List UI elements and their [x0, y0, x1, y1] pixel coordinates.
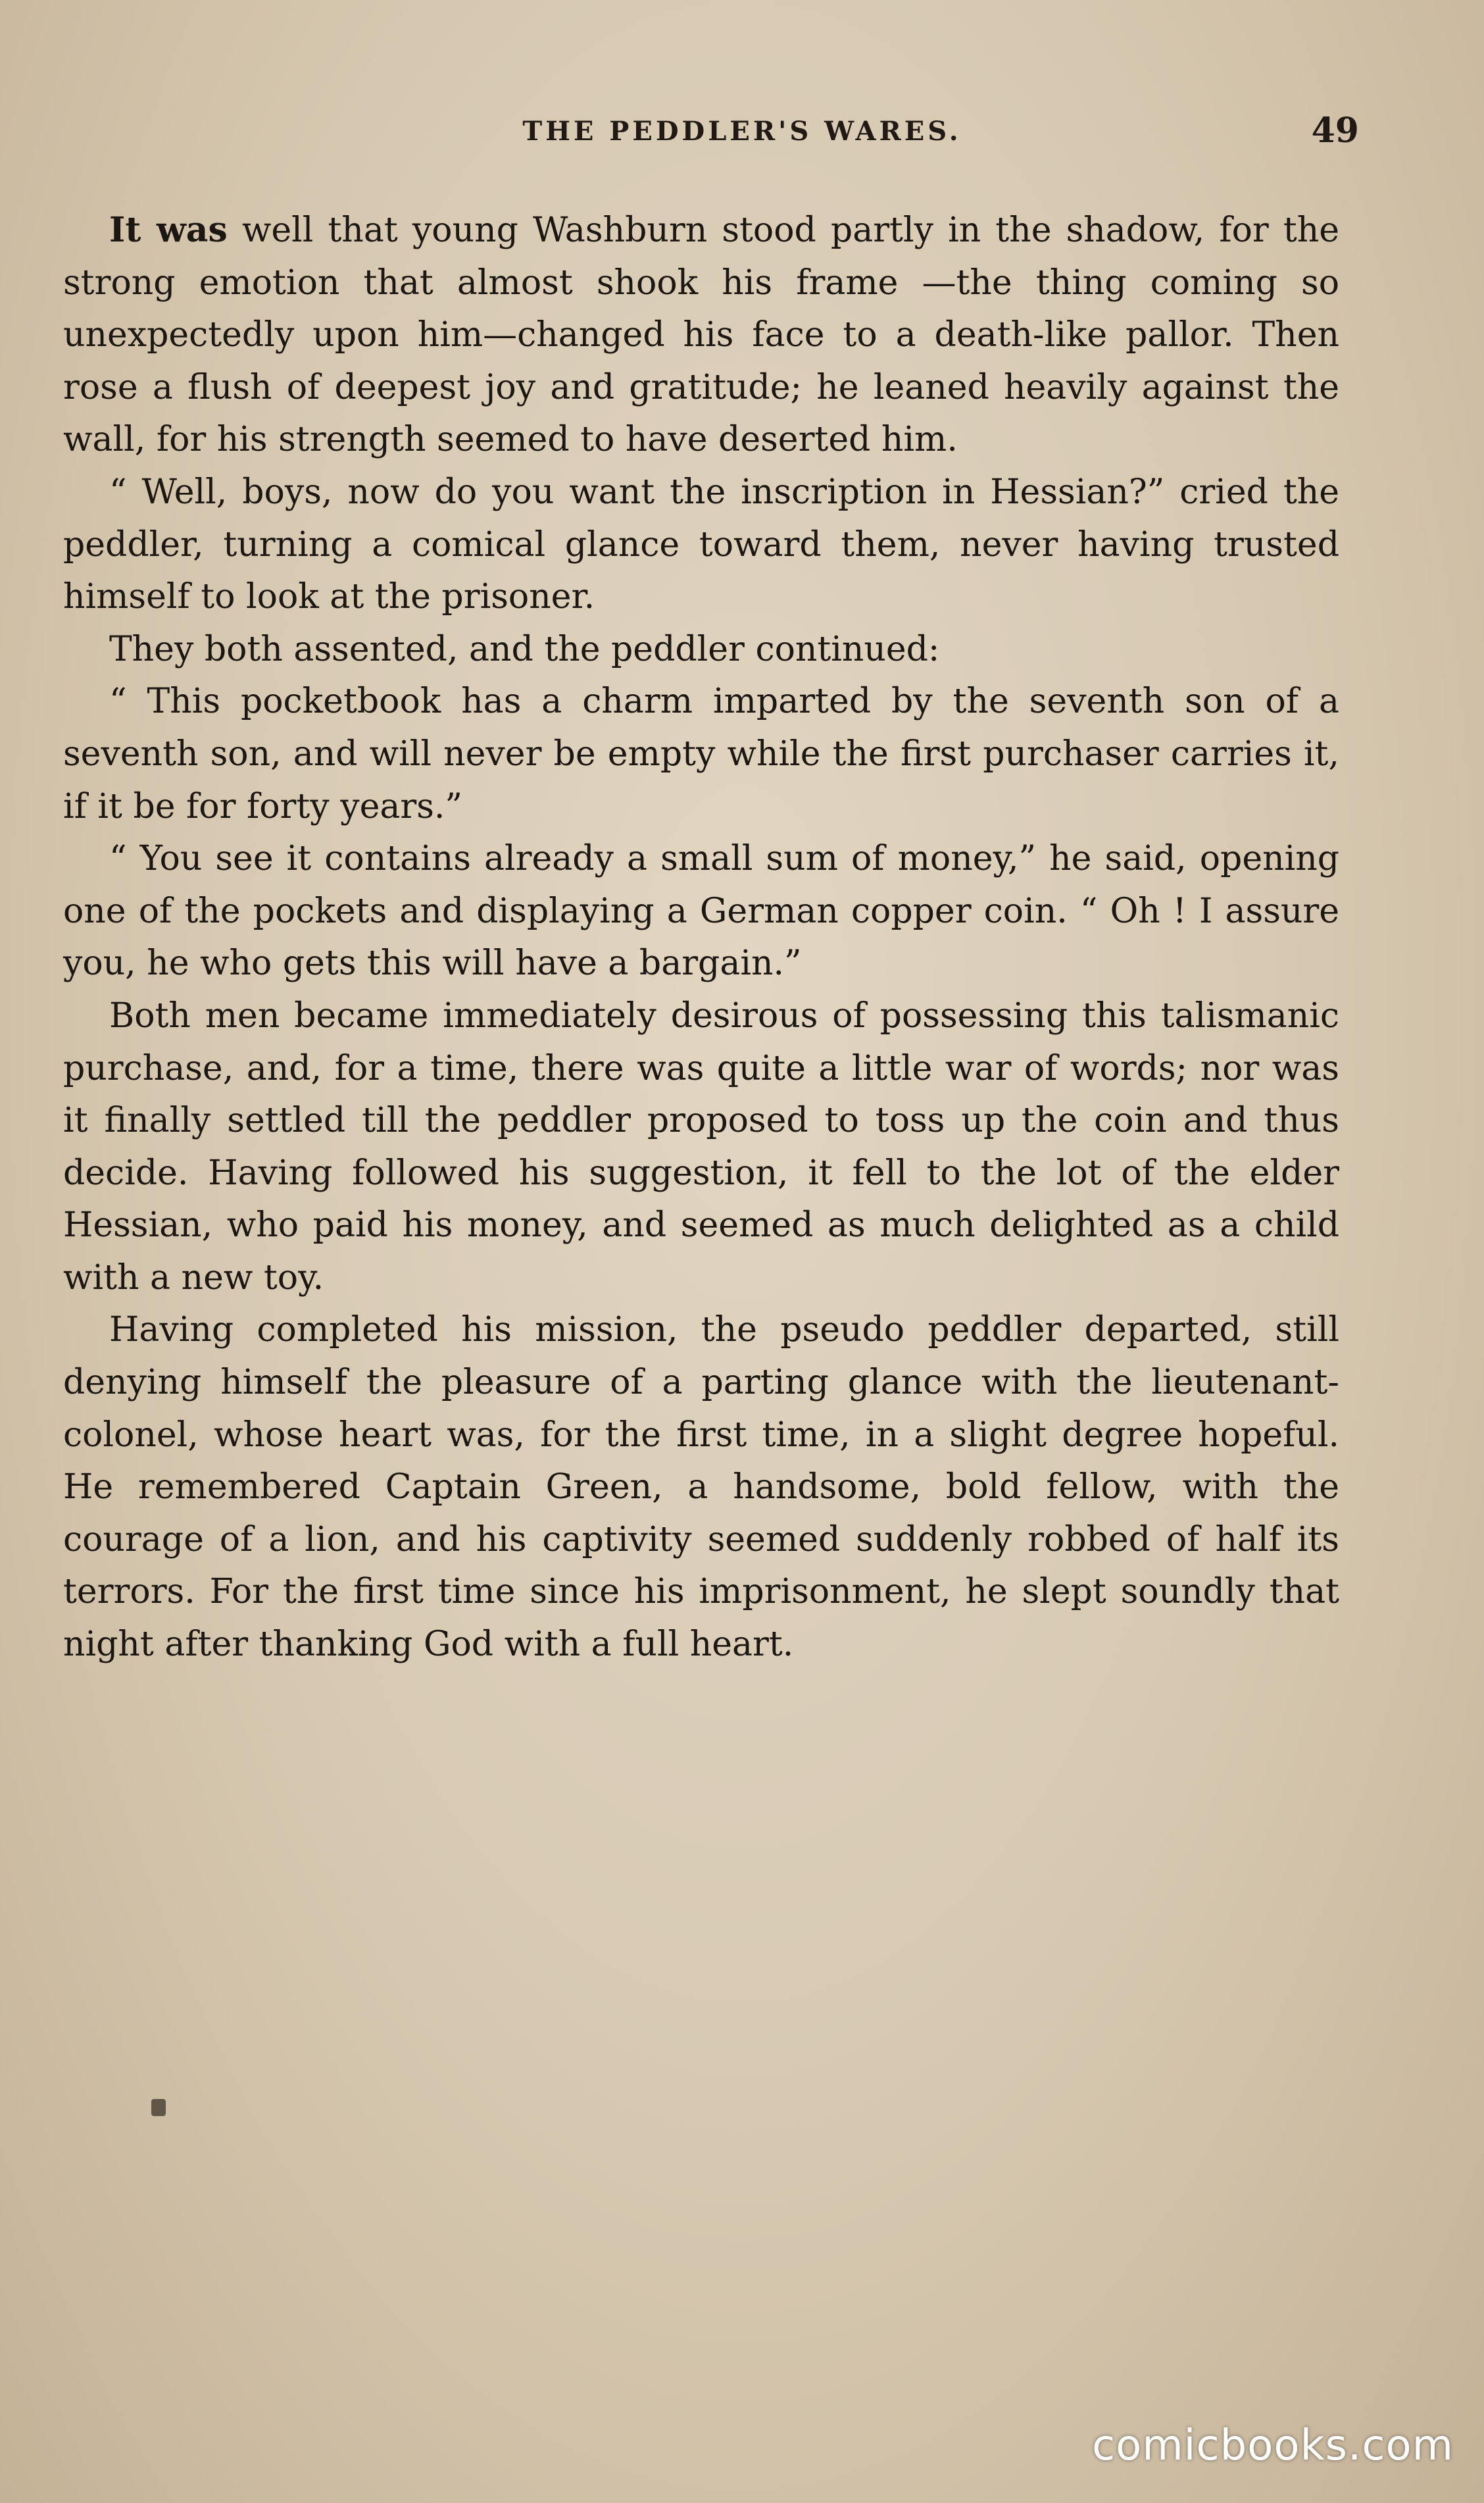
- paragraph-3: They both assented, and the peddler continued:: [109, 629, 940, 669]
- paragraph-4: “ This pocketbook has a charm imparted by the seventh son of a seventh son, and will never be empty while the first purchaser carries it, if it be for forty years.”: [63, 682, 1339, 826]
- ink-smudge: [151, 2099, 166, 2116]
- body-text: [63, 204, 1339, 1671]
- paragraph-2: “ Well, boys, now do you want the inscription in Hessian?” cried the peddler, turning a comical glance toward them, never having trusted himself to look at the prisoner.: [63, 472, 1339, 617]
- page-header: [0, 111, 1484, 163]
- running-head: THE PEDDLER'S WARES.: [522, 116, 962, 147]
- paragraph-1: It was well that young Washburn stood partly in the shadow, for the strong emotion that almost shook his frame —the thing coming so unexpectedly upon him—changed his face to a death-like pallor. Then rose a flush of deepest joy and gratitude; he leaned heavily against the wall, for his strength seemed to have deserted him.: [63, 210, 1339, 460]
- paragraph-7: Having completed his mission, the pseudo peddler departed, still denying himself the pleasure of a parting glance with the lieutenant-colonel, whose heart was, for the first time, in a slight degree hopeful. He remembered Captain Green, a handsome, bold fellow, with the courage of a lion, and his captivity seemed suddenly robbed of half its terrors. For the first time since his imprisonment, he slept soundly that night after thanking God with a full heart.: [63, 1310, 1339, 1665]
- page-number: 49: [1311, 111, 1359, 151]
- paragraph-6: Both men became immediately desirous of possessing this talismanic purchase, and, for a time, there was quite a little war of words; nor was it finally settled till the peddler proposed to toss up the coin and thus decide. Having followed his suggestion, it fell to the lot of the elder Hessian, who paid his money, and seemed as much delighted as a child with a new toy.: [63, 996, 1339, 1298]
- watermark: comicbooks.com: [1091, 2421, 1454, 2470]
- bleed-through-text: [0, 1829, 1484, 2421]
- paragraph-5: “ You see it contains already a small sum of money,” he said, opening one of the pockets and displaying a German copper coin. “ Oh ! I assure you, he who gets this will have a bargain.”: [63, 839, 1339, 984]
- paragraph-lead-words: It was: [109, 210, 228, 250]
